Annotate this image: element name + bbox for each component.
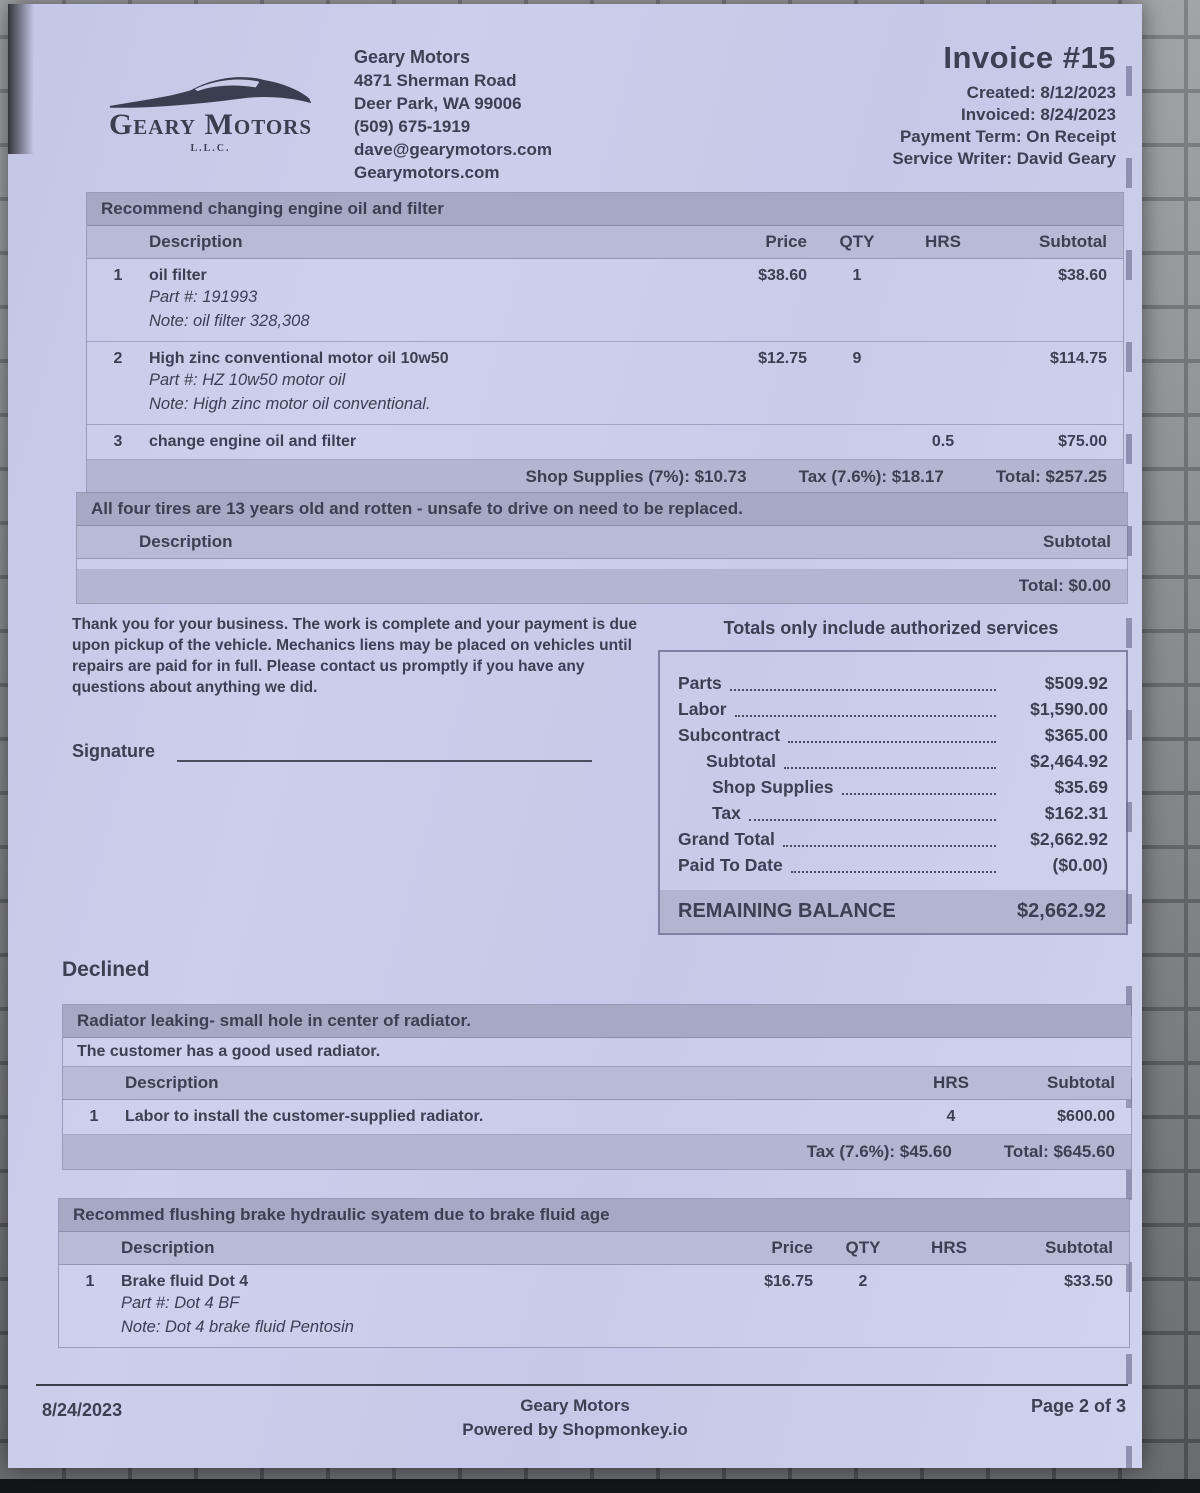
company-website: Gearymotors.com (354, 163, 500, 182)
invoice-created: Created: 8/12/2023 (966, 83, 1116, 102)
signature-label: Signature (72, 741, 156, 761)
totals-row-subtotal: Subtotal $2,464.92 (706, 751, 1108, 771)
table-row: 3 change engine oil and filter 0.5 $75.00 (87, 425, 1123, 460)
item-note: Note: High zinc motor oil conventional. (149, 395, 431, 413)
invoice-invoiced: Invoiced: 8/24/2023 (961, 105, 1116, 124)
company-email: dave@gearymotors.com (354, 140, 552, 159)
service-title: All four tires are 13 years old and rotten - unsafe to drive on need to be replaced. (77, 493, 1127, 526)
company-address2: Deer Park, WA 99006 (354, 94, 522, 113)
service-table-oil-change (86, 192, 1124, 495)
item-note: Note: oil filter 328,308 (149, 312, 310, 330)
item-description: oil filter (149, 267, 207, 284)
invoice-meta (892, 40, 1116, 170)
table-footer (87, 460, 1123, 494)
service-title: Recommend changing engine oil and filter (87, 193, 1123, 226)
item-part: Part #: Dot 4 BF (121, 1294, 240, 1312)
footer-date: 8/24/2023 (42, 1400, 123, 1420)
table-row: 1 Labor to install the customer-supplied radiator. 4 $600.00 (63, 1100, 1131, 1135)
service-subtitle: The customer has a good used radiator. (63, 1038, 1131, 1067)
table-header: Description HRS Subtotal (63, 1067, 1131, 1100)
totals-row-shop-supplies: Shop Supplies $35.69 (712, 777, 1108, 797)
scan-edge-shadow (8, 4, 34, 154)
remaining-balance-label: REMAINING BALANCE (678, 900, 896, 922)
brand-llc: L.L.C. (190, 143, 231, 154)
item-description: Brake fluid Dot 4 (121, 1273, 249, 1290)
company-info (354, 46, 552, 184)
table-footer (77, 569, 1127, 603)
scan-bottom-edge (0, 1479, 1200, 1493)
shop-supplies-total: Shop Supplies (7%): $10.73 (525, 467, 747, 486)
table-row: 1 oil filter Part #: 191993 Note: oil filter 328,308 $38.60 1 $38.60 (87, 259, 1123, 342)
empty-row (77, 559, 1127, 569)
totals-row-labor: Labor $1,590.00 (678, 699, 1108, 719)
totals-row-subcontract: Subcontract $365.00 (678, 725, 1108, 745)
tax-total: Tax (7.6%): $45.60 (806, 1142, 952, 1161)
service-total: Total: $257.25 (995, 467, 1107, 486)
footer-page-number: Page 2 of 3 (1030, 1396, 1126, 1416)
brand-name: Geary Motors (108, 108, 313, 141)
remaining-balance-value: $2,662.92 (1017, 900, 1106, 922)
table-header: Description Price QTY HRS Subtotal (59, 1232, 1129, 1265)
brand-logo (88, 68, 333, 154)
table-footer (63, 1135, 1131, 1169)
footer-powered-by: Powered by Shopmonkey.io (462, 1420, 688, 1439)
totals-row-parts: Parts $509.92 (678, 673, 1108, 693)
footer-center (8, 1394, 1142, 1442)
service-total: Total: $0.00 (1018, 576, 1111, 595)
remaining-balance-band (660, 890, 1126, 933)
totals-heading: Totals only include authorized services (723, 618, 1059, 638)
declined-heading: Declined (62, 958, 150, 981)
table-row: 2 High zinc conventional motor oil 10w50 Part #: HZ 10w50 motor oil Note: High zinc motor oil conventional. $12.75 9 $114.75 (87, 342, 1123, 425)
service-title: Recommed flushing brake hydraulic syatem due to brake fluid age (59, 1199, 1129, 1232)
signature-row (72, 740, 592, 762)
company-address1: 4871 Sherman Road (354, 71, 517, 90)
table-header: Description Price QTY HRS Subtotal (87, 226, 1123, 259)
signature-line (177, 740, 592, 762)
thank-you-note: Thank you for your business. The work is complete and your payment is due upon pickup of the vehicle. Mechanics liens may be placed on vehicles until repairs are paid for in full. Please contact us promptly if you have any questions about anything we did. (72, 616, 638, 696)
totals-row-grand-total: Grand Total $2,662.92 (678, 829, 1108, 849)
service-total: Total: $645.60 (1003, 1142, 1115, 1161)
tax-total: Tax (7.6%): $18.17 (798, 467, 944, 486)
declined-table-brake-flush (58, 1198, 1130, 1348)
table-header: Description Subtotal (77, 526, 1127, 559)
service-title: Radiator leaking- small hole in center of radiator. (63, 1005, 1131, 1038)
service-table-tires (76, 492, 1128, 604)
item-note: Note: Dot 4 brake fluid Pentosin (121, 1318, 354, 1336)
declined-table-radiator (62, 1004, 1132, 1170)
company-name: Geary Motors (354, 47, 471, 67)
footer-divider (36, 1384, 1128, 1386)
table-row: 1 Brake fluid Dot 4 Part #: Dot 4 BF Note: Dot 4 brake fluid Pentosin $16.75 2 $33.50 (59, 1265, 1129, 1347)
totals-row-paid-to-date: Paid To Date ($0.00) (678, 855, 1108, 875)
item-description: High zinc conventional motor oil 10w50 (149, 350, 449, 367)
item-part: Part #: 191993 (149, 288, 258, 306)
invoice-payment-term: Payment Term: On Receipt (899, 127, 1116, 146)
invoice-title: Invoice #15 (943, 40, 1116, 75)
totals-box (658, 650, 1128, 935)
footer-company: Geary Motors (520, 1396, 630, 1415)
totals-row-tax: Tax $162.31 (712, 803, 1108, 823)
invoice-service-writer: Service Writer: David Geary (892, 149, 1116, 168)
invoice-page (8, 4, 1142, 1468)
company-phone: (509) 675-1919 (354, 117, 471, 136)
item-part: Part #: HZ 10w50 motor oil (149, 371, 346, 389)
